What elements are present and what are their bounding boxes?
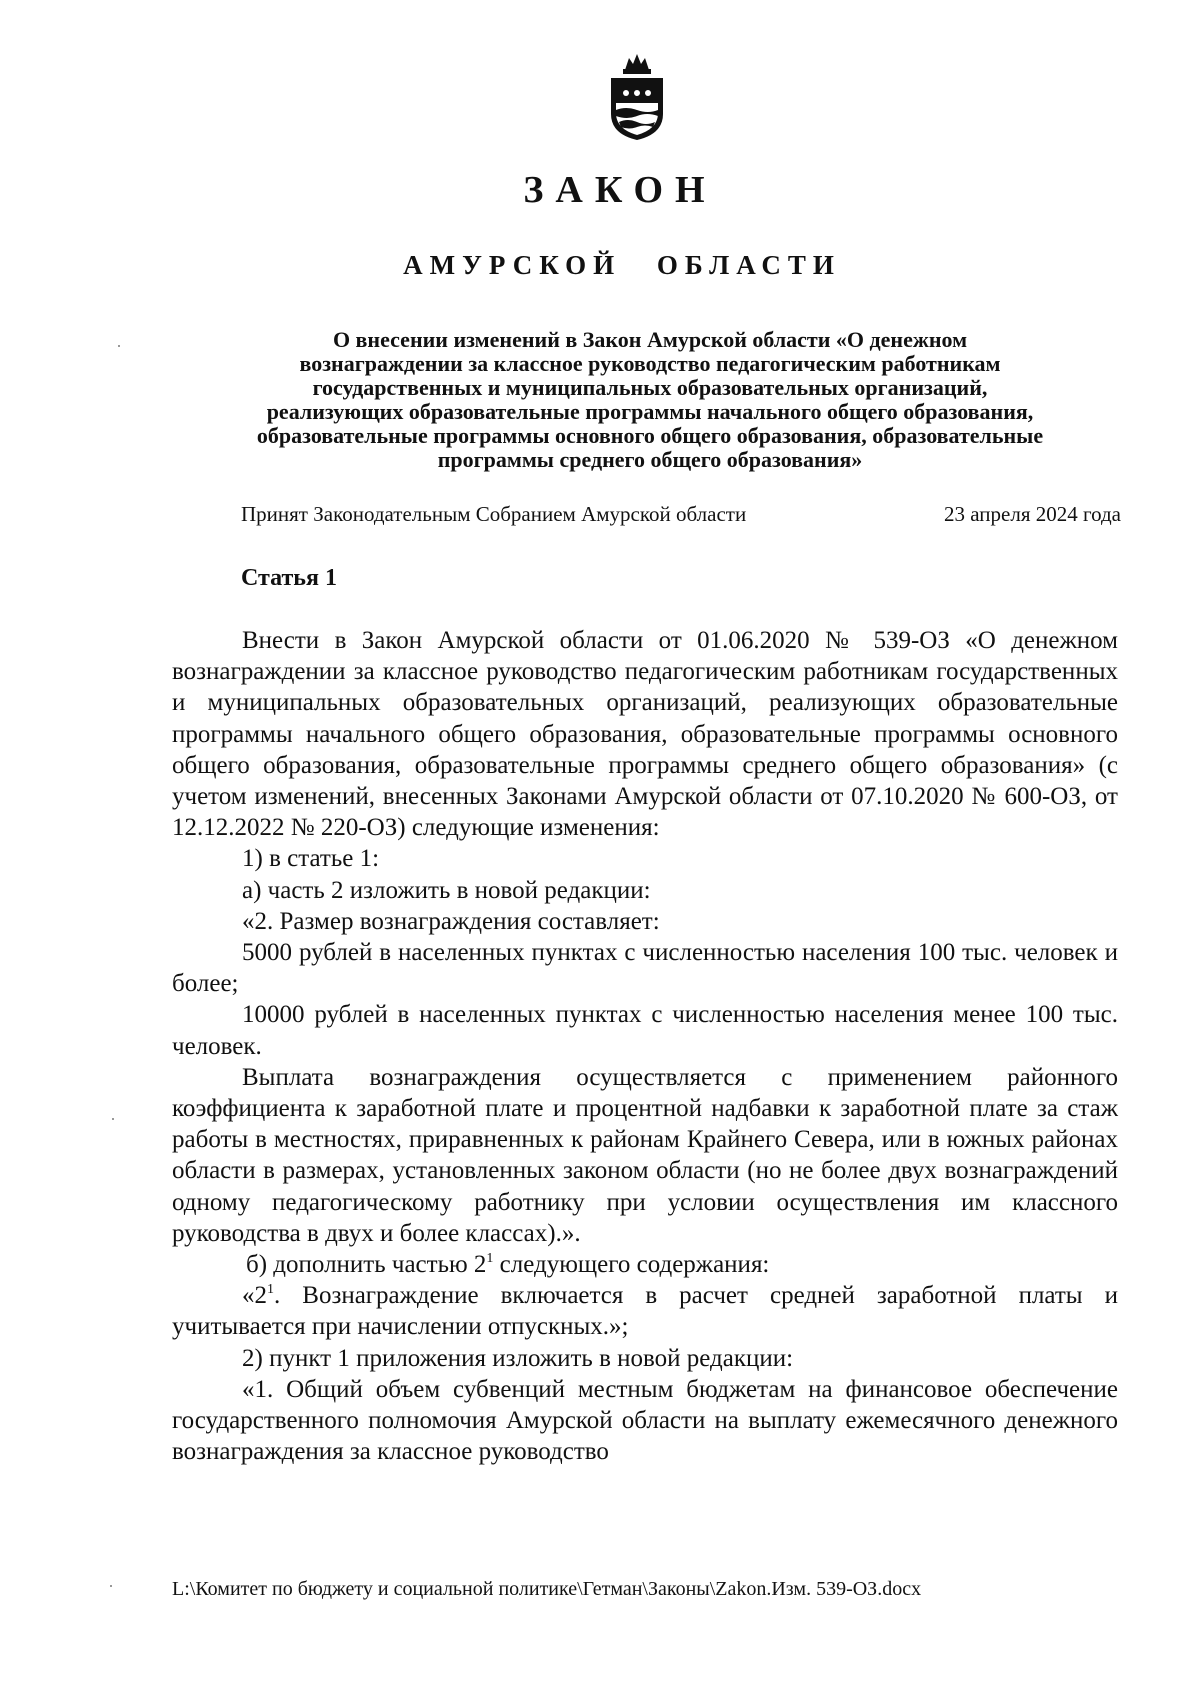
scan-dot bbox=[110, 1585, 112, 1587]
item-2-text: «1. Общий объем субвенций местным бюджетам на финансовое обеспечение государственного полномочия Амурской области на выплату ежемесячного денежного вознаграждения за классное руководство bbox=[172, 1375, 1118, 1466]
heading-line: образовательные программы основного общего образования, образовательные bbox=[256, 423, 1044, 448]
superscript: 1 bbox=[267, 1282, 274, 1298]
adopted-by: Принят Законодательным Собранием Амурской области bbox=[241, 502, 747, 526]
heading-line: программы среднего общего образования» bbox=[437, 447, 863, 472]
amount-paragraph-2: 10000 рублей в населенных пунктах с численностью населения менее 100 тыс. человек. bbox=[172, 1001, 1118, 1060]
scan-dot bbox=[118, 345, 120, 347]
quote-2-1-start: «2 bbox=[242, 1282, 267, 1310]
file-path-footer: L:\Комитет по бюджету и социальной политике\Гетман\Законы\Zakon.Изм. 539-ОЗ.docx bbox=[172, 1578, 922, 1600]
scan-dot bbox=[112, 1118, 114, 1120]
article-title: Статья 1 bbox=[241, 565, 337, 591]
item-1a: а) часть 2 изложить в новой редакции: bbox=[242, 876, 651, 904]
region-name: АМУРСКОЙ ОБЛАСТИ bbox=[403, 250, 841, 280]
adopted-date: 23 апреля 2024 года bbox=[944, 502, 1121, 526]
coat-of-arms-emblem bbox=[605, 50, 669, 142]
superscript: 1 bbox=[486, 1251, 494, 1267]
item-1: 1) в статье 1: bbox=[242, 845, 380, 873]
item-1b-rest: следующего содержания: bbox=[493, 1251, 770, 1279]
heading-line: О внесении изменений в Закон Амурской области «О денежном bbox=[332, 327, 968, 352]
heading-line: реализующих образовательные программы начального общего образования, bbox=[266, 399, 1034, 424]
law-heading bbox=[170, 328, 1130, 472]
article-body bbox=[172, 625, 1118, 1467]
item-1b bbox=[172, 1249, 1118, 1280]
intro-paragraph: Внести в Закон Амурской области от 01.06.2020 № 539-ОЗ «О денежном вознаграждении за классное руководство педагогическим работникам государственных и муниципальных образовательных организаций, реализующих образовательные программы начального общего образования, образовательные программы основного общего образования, образовательные программы среднего общего образования» (с учетом изменений, внесенных Законами Амурской области от 07.10.2020 № 600-ОЗ, от 12.12.2022 № 220-ОЗ) следующие изменения: bbox=[172, 627, 1118, 842]
payment-paragraph: Выплата вознаграждения осуществляется с применением районного коэффициента к заработной плате и процентной надбавки к заработной плате за стаж работы в местностях, приравненных к районам Крайнего Севера, или в южных районах области в размерах, установленных законом области (но не более двух вознаграждений одному педагогическому работнику при условии осуществления им классного руководства в двух и более классах).». bbox=[172, 1063, 1118, 1247]
item-2: 2) пункт 1 приложения изложить в новой редакции: bbox=[242, 1344, 794, 1372]
item-1b-text: б) дополнить частью 2 bbox=[246, 1251, 487, 1279]
quote-2-1-text: . Вознаграждение включается в расчет средней заработной платы и учитывается при начислении отпускных.»; bbox=[172, 1282, 1118, 1341]
quote-2-1 bbox=[172, 1280, 1118, 1342]
quote-start: «2. Размер вознаграждения составляет: bbox=[242, 907, 660, 935]
document-title: ЗАКОН bbox=[523, 169, 717, 211]
amount-paragraph-1: 5000 рублей в населенных пунктах с численностью населения 100 тыс. человек и более; bbox=[172, 939, 1118, 998]
heading-line: государственных и муниципальных образовательных организаций, bbox=[312, 375, 988, 400]
heading-line: вознаграждении за классное руководство педагогическим работникам bbox=[299, 351, 1001, 376]
